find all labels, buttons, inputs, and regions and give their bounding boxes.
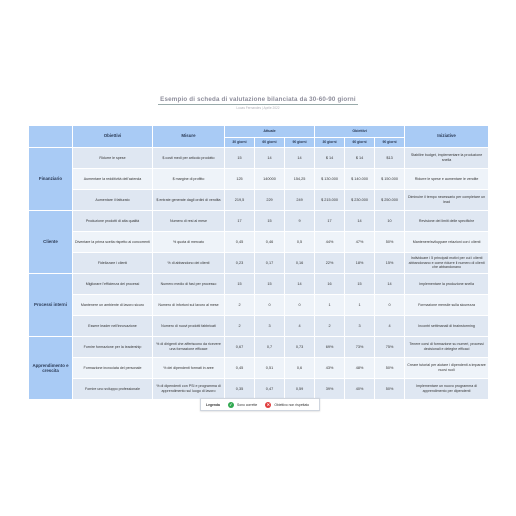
current-60-cell: 0,17 [255,253,285,274]
header-target-60: 60 giorni [345,138,375,148]
table-row [29,316,489,337]
current-90-cell: 0,59 [285,379,315,400]
table-row [29,169,489,190]
target-60-cell: 47% [345,232,375,253]
measure-cell: % dei dipendenti formati in aree [153,358,225,379]
scorecard-table [28,125,489,400]
target-90-cell: $13 [375,148,405,169]
header-current-90: 90 giorni [285,138,315,148]
target-30-cell: 16 [315,274,345,295]
current-90-cell: 0 [285,295,315,316]
target-90-cell: 75% [375,337,405,358]
table-row [29,211,489,232]
table-row [29,274,489,295]
initiative-cell: Implementare un nuovo programma di apprendimento per dipendenti [405,379,489,400]
table-row [29,337,489,358]
measure-cell: Numero di nuovi prodotti fabbricati [153,316,225,337]
initiative-cell: Revisione dei limiti delle specifiche [405,211,489,232]
target-90-cell: 50% [375,358,405,379]
target-30-cell: $ 14 [315,148,345,169]
current-60-cell: 14 [255,148,285,169]
measure-cell: Numero medio di fasi per processo [153,274,225,295]
current-30-cell: 125 [225,169,255,190]
objective-cell: Migliorare l'efficienza dei processi [73,274,153,295]
current-60-cell: 15 [255,274,285,295]
target-60-cell: 48% [345,358,375,379]
current-90-cell: 4 [285,316,315,337]
target-90-cell: $ 150.000 [375,169,405,190]
objective-cell: Fornire uno sviluppo professionale [73,379,153,400]
current-30-cell: 0,45 [225,232,255,253]
current-90-cell: 249 [285,190,315,211]
target-60-cell: 18% [345,253,375,274]
measure-cell: % di dirigenti che afferiscono da ricevere una formazione efficace [153,337,225,358]
header-current: Attuale [225,126,315,138]
current-30-cell: 2 [225,295,255,316]
current-60-cell: 3 [255,316,285,337]
category-cell: Finanziario [29,148,73,211]
header-measure: Misure [153,126,225,148]
target-30-cell: 22% [315,253,345,274]
legend [200,398,320,411]
measure-cell: % di abbandono dei clienti [153,253,225,274]
target-30-cell: $ 215.000 [315,190,345,211]
target-90-cell: 4 [375,316,405,337]
current-60-cell: 15 [255,211,285,232]
header-current-60: 60 giorni [255,138,285,148]
measure-cell: Numero di resi al mese [153,211,225,232]
current-90-cell: 0,5 [285,232,315,253]
current-90-cell: 0,6 [285,358,315,379]
objective-cell: Essere leader nell'innovazione [73,316,153,337]
page-title: Esempio di scheda di valutazione bilanciata da 30-60-90 giorni [160,96,356,103]
legend-missed-label: Obiettivo non rispettato [274,402,310,407]
initiative-cell: Mantenere/sviluppare relazioni con i clienti [405,232,489,253]
target-60-cell: $ 230.000 [345,190,375,211]
objective-cell: Mantenere un ambiente di lavoro sicuro [73,295,153,316]
header-current-30: 30 giorni [225,138,255,148]
legend-met-label: Sono corrette [236,402,258,407]
legend-met-item [228,402,257,408]
objective-cell: Ridurre le spese [73,148,153,169]
measure-cell: % di dipendenti con PSI e programma di apprendimento sul luogo di lavoro [153,379,225,400]
target-90-cell: 10 [375,211,405,232]
current-30-cell: 0,67 [225,337,255,358]
current-30-cell: 0,35 [225,379,255,400]
measure-cell: $ costi medi per articolo prodotto [153,148,225,169]
legend-label: Legenda [206,402,220,407]
target-90-cell: 14 [375,274,405,295]
header-targets: Obiettivi [315,126,405,138]
check-icon: ✓ [229,402,233,407]
current-30-cell: 219,5 [225,190,255,211]
current-60-cell: 0,46 [255,232,285,253]
header-target-30: 30 giorni [315,138,345,148]
header-initiatives: Iniziative [405,126,489,148]
target-90-cell: 15% [375,253,405,274]
category-cell: Apprendimento e crescita [29,337,73,400]
table-row [29,190,489,211]
objective-cell: Produzione prodotti di alta qualità [73,211,153,232]
initiative-cell: Diminuire il tempo necessario per completare un lead [405,190,489,211]
table-row [29,358,489,379]
target-30-cell: 69% [315,337,345,358]
target-30-cell: 39% [315,379,345,400]
target-60-cell: 40% [345,379,375,400]
current-30-cell: 0,45 [225,358,255,379]
objective-cell: Aumentare la redditività dell'azienda [73,169,153,190]
current-30-cell: 0,23 [225,253,255,274]
current-90-cell: 0,16 [285,253,315,274]
objective-cell: Formazione incrociata del personale [73,358,153,379]
target-30-cell: $ 130.000 [315,169,345,190]
initiative-cell: Creare tutorial per aiutare i dipendenti a imparare nuovi ruoli [405,358,489,379]
objective-cell: Fidelizzare i clienti [73,253,153,274]
objective-cell: Aumentare il fatturato [73,190,153,211]
initiative-cell: Stabilire budget, implementare la produzione snella [405,148,489,169]
current-60-cell: 0,51 [255,358,285,379]
cross-icon: ✕ [266,402,270,407]
header-target-90: 90 giorni [375,138,405,148]
target-30-cell: 44% [315,232,345,253]
target-60-cell: 15 [345,274,375,295]
target-90-cell: 50% [375,379,405,400]
target-60-cell: 1 [345,295,375,316]
measure-cell: Numero di infortuni sul lavoro al mese [153,295,225,316]
table-row [29,295,489,316]
initiative-cell: Implementare la produzione snella [405,274,489,295]
target-90-cell: 50% [375,232,405,253]
table-row [29,232,489,253]
current-60-cell: 0,7 [255,337,285,358]
current-90-cell: 14 [285,274,315,295]
current-90-cell: 154,25 [285,169,315,190]
initiative-cell: Ridurre le spese e aumentare le vendite [405,169,489,190]
table-row [29,379,489,400]
current-60-cell: 0,47 [255,379,285,400]
current-30-cell: 15 [225,148,255,169]
current-30-cell: 15 [225,274,255,295]
current-60-cell: 140000 [255,169,285,190]
objective-cell: Diventare la prima scelta rispetto ai concorrenti [73,232,153,253]
target-60-cell: $ 140.000 [345,169,375,190]
current-90-cell: 14 [285,148,315,169]
scorecard-body [29,148,489,400]
objective-cell: Fornire formazione per la leadership [73,337,153,358]
current-60-cell: 229 [255,190,285,211]
target-60-cell: 3 [345,316,375,337]
measure-cell: $ entrate generate dagli ordini di vendita [153,190,225,211]
table-row [29,253,489,274]
target-30-cell: 2 [315,316,345,337]
measure-cell: $ margine di profitto [153,169,225,190]
scorecard-sheet [28,96,488,400]
category-cell: Processi interni [29,274,73,337]
current-60-cell: 0 [255,295,285,316]
target-60-cell: 73% [345,337,375,358]
target-60-cell: 14 [345,211,375,232]
initiative-cell: Formazione mensile sulla sicurezza [405,295,489,316]
category-cell: Cliente [29,211,73,274]
target-60-cell: $ 14 [345,148,375,169]
initiative-cell: Individuare i 5 principali motivi per cui i clienti abbandonano e come ridurre il numero di clienti che abbandonano [405,253,489,274]
target-30-cell: 17 [315,211,345,232]
initiative-cell: Tenere corsi di formazione su numeri, processi decisionali e deleghe efficaci [405,337,489,358]
current-90-cell: 0,73 [285,337,315,358]
measure-cell: % quota di mercato [153,232,225,253]
target-90-cell: 0 [375,295,405,316]
page-subtitle: Lucas Fernandes | Aprile 2022 [236,106,280,110]
current-30-cell: 2 [225,316,255,337]
initiative-cell: Incontri settimanali di brainstorming [405,316,489,337]
header-objectives: Obiettivi [73,126,153,148]
target-90-cell: $ 250.000 [375,190,405,211]
table-row [29,148,489,169]
target-30-cell: 43% [315,358,345,379]
corner-header [29,126,73,148]
current-30-cell: 17 [225,211,255,232]
current-90-cell: 9 [285,211,315,232]
target-30-cell: 1 [315,295,345,316]
legend-missed-item [265,402,309,408]
